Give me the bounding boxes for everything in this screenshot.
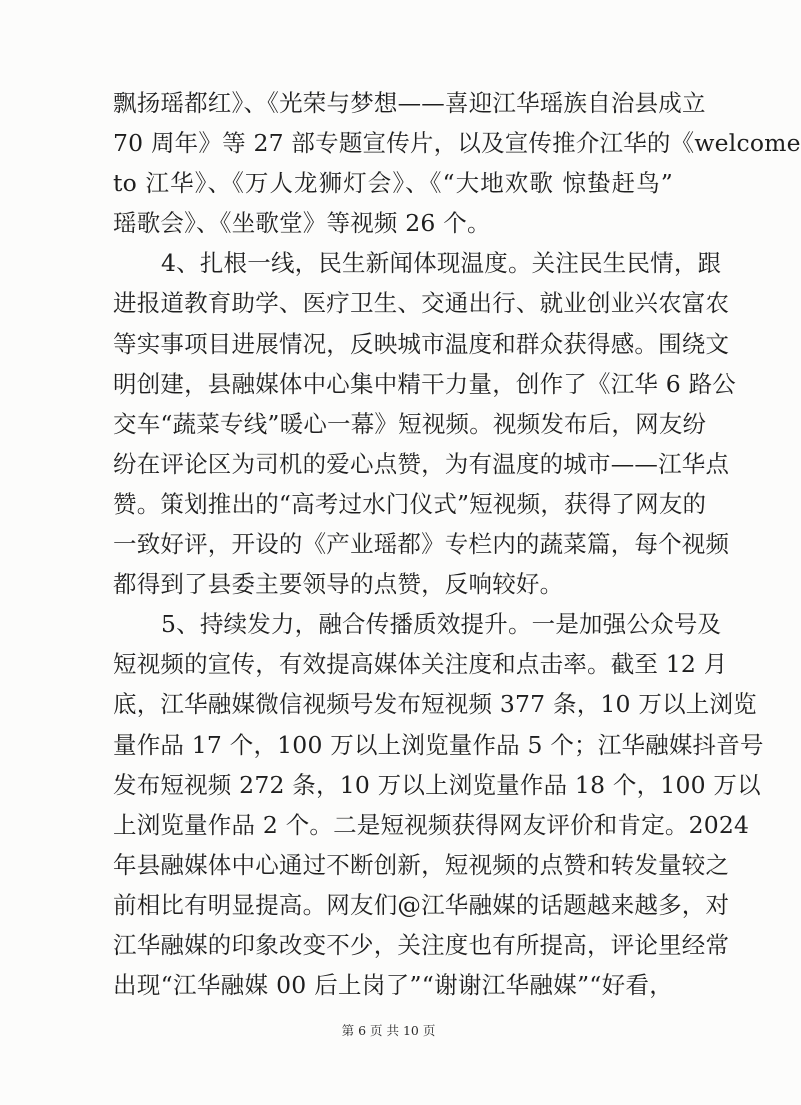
text-line: 年县融媒体中心通过不断创新，短视频的点赞和转发量较之 bbox=[113, 850, 730, 879]
text-line: 明创建，县融媒体中心集中精干力量，创作了《江华 6 路公 bbox=[113, 369, 736, 398]
text-line: 江华融媒的印象改变不少，关注度也有所提高，评论里经常 bbox=[113, 930, 730, 959]
text-line: 前相比有明显提高。网友们@江华融媒的话题越来越多，对 bbox=[113, 890, 730, 919]
text-line: 70 周年》等 27 部专题宣传片，以及宣传推介江华的《welcome bbox=[113, 129, 801, 158]
text-line: 纷在评论区为司机的爱心点赞，为有温度的城市——江华点 bbox=[113, 449, 730, 478]
text-line: 出现“江华融媒 00 后上岗了”“谢谢江华融媒”“好看， bbox=[113, 971, 673, 1000]
text-line: 等实事项目进展情况，反映城市温度和群众获得感。围绕文 bbox=[113, 329, 730, 358]
text-line: to 江华》、《万人龙狮灯会》、《“大地欢歌 惊蛰赶鸟” bbox=[113, 169, 673, 198]
body-text bbox=[113, 83, 801, 1005]
text-line: 一致好评，开设的《产业瑶都》专栏内的蔬菜篇，每个视频 bbox=[113, 530, 730, 559]
text-line: 上浏览量作品 2 个。二是短视频获得网友评价和肯定。2024 bbox=[113, 810, 750, 839]
section-5-heading-line: 5、持续发力，融合传播质效提升。一是加强公众号及 bbox=[161, 610, 722, 639]
text-line: 短视频的宣传，有效提高媒体关注度和点击率。截至 12 月 bbox=[113, 650, 728, 679]
text-line: 量作品 17 个，100 万以上浏览量作品 5 个；江华融媒抖音号 bbox=[113, 730, 764, 759]
text-line: 进报道教育助学、医疗卫生、交通出行、就业创业兴农富农 bbox=[113, 289, 730, 318]
text-line: 底，江华融媒微信视频号发布短视频 377 条，10 万以上浏览 bbox=[113, 690, 757, 719]
section-4-heading-line: 4、扎根一线，民生新闻体现温度。关注民生民情，跟 bbox=[161, 249, 722, 278]
page-number-footer: 第 6 页 共 10 页 bbox=[341, 1023, 436, 1038]
text-line: 赞。策划推出的“高考过水门仪式”短视频，获得了网友的 bbox=[113, 489, 707, 518]
text-line: 交车“蔬菜专线”暖心一幕》短视频。视频发布后，网友纷 bbox=[113, 409, 707, 438]
text-line: 发布短视频 272 条，10 万以上浏览量作品 18 个，100 万以 bbox=[113, 770, 761, 799]
text-line: 都得到了县委主要领导的点赞，反响较好。 bbox=[113, 570, 564, 599]
text-line: 瑶歌会》、《坐歌堂》等视频 26 个。 bbox=[113, 209, 491, 238]
text-line: 飘扬瑶都红》、《光荣与梦想——喜迎江华瑶族自治县成立 bbox=[113, 89, 706, 117]
